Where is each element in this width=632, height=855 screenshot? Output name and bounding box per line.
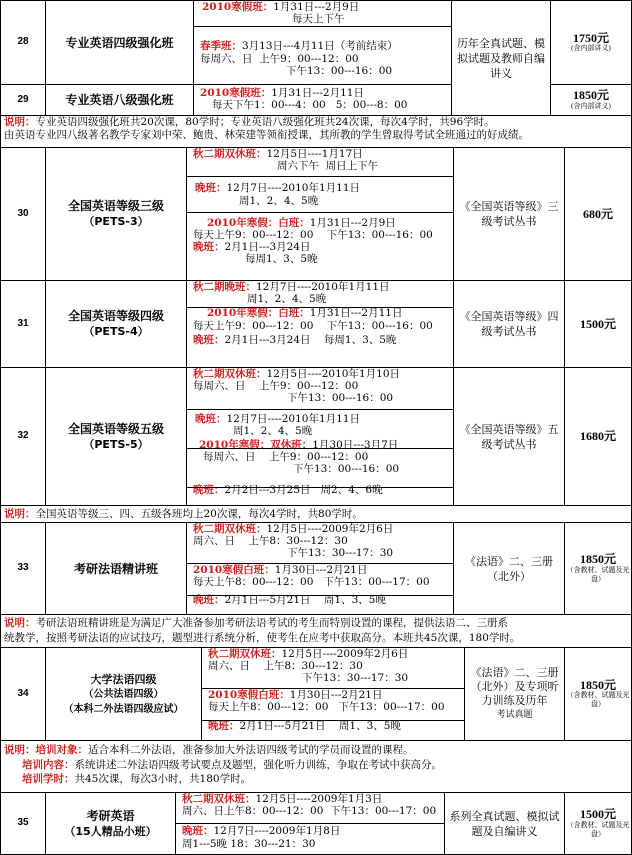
course-name-text: 专业英语八级强化班	[65, 93, 174, 107]
row-number: 33	[0, 522, 46, 615]
course-name-text: 考研英语	[86, 808, 135, 823]
class-tag: 2010年寒假：白班：	[207, 216, 310, 229]
schedule-line: 下午13：00---16：00	[293, 463, 400, 476]
schedule-line: 每天上下午	[292, 13, 345, 26]
course-name	[45, 84, 194, 116]
row-number: 28	[0, 0, 46, 85]
schedule-line: 每天上午9：00---12：00 下午13：00---16：00	[193, 319, 433, 332]
price-text: 1500元	[579, 807, 616, 822]
schedule-line: 12月5日----1月17日	[266, 148, 363, 160]
row-number: 29	[0, 84, 46, 116]
note-row	[0, 614, 632, 648]
price-text: 1680元	[579, 429, 616, 444]
note-text: 全国英语等级三、四、五级各班均上20次课，每次4学时，共80学时。	[35, 508, 363, 520]
note-text: 统教学，按照考研法语的应试技巧，题型进行系统分析，使考生在应考中获取高分。本班共45次课，180学时。	[4, 632, 521, 644]
schedule-line: 1月31日---2月9日	[273, 1, 360, 13]
price-cell	[564, 280, 632, 368]
row-number: 30	[0, 147, 46, 281]
schedule-line: 1月30日---2月21日	[289, 688, 383, 701]
schedule-line: 周1、2、4、5晚	[247, 293, 327, 306]
materials-text: （北外）及专项听力训练及历年	[470, 680, 559, 707]
note-text: 系统讲述二外法语四级考试要点及题型，强化听力训练，争取在考试中获高分。	[74, 758, 442, 771]
class-tag: 晚班：	[195, 412, 227, 425]
course-name	[45, 792, 176, 855]
course-subtitle: （本科二外法语四级应试）	[63, 703, 184, 715]
schedule-line: 1月31日---2月11日	[271, 87, 364, 99]
note-tag: 说明：	[4, 116, 36, 128]
schedule-cell	[193, 84, 452, 116]
materials-cell	[453, 280, 565, 368]
class-tag: 秋二期双休班：	[208, 648, 282, 660]
course-name-text: 全国英语等级四级	[67, 309, 164, 323]
row-number: 34	[0, 647, 46, 741]
schedule-cell	[186, 522, 454, 615]
note-text: 共45次课，每次3小时，共180学时。	[74, 773, 252, 785]
row-number: 31	[0, 280, 46, 368]
class-tag: 晚班：	[182, 825, 214, 838]
class-tag: 2010年寒假：双休班：	[199, 439, 313, 452]
price-cell	[550, 0, 632, 85]
schedule-line: 每天上午8：00---12：00 下午13：00---17：00	[193, 575, 430, 588]
schedule-line: 每天上午9：00---12：00 下午13：00---16：00	[193, 229, 433, 242]
schedule-line: 每周六、日 上午9：00---12：00	[203, 451, 369, 464]
class-tag: 晚班：	[193, 594, 225, 607]
schedule-line: 周1、2、4、5晚	[233, 424, 313, 437]
schedule-line: 下午13：00---16：00	[287, 392, 394, 405]
schedule-cell	[186, 367, 454, 506]
course-subtitle: （15人精品小班）	[64, 824, 157, 838]
price-cell	[564, 367, 632, 506]
schedule-line: 下午13：30---17：30	[287, 547, 394, 560]
schedule-line: 周六下午 周日上下午	[277, 160, 379, 173]
class-tag: 秋二期双休班：	[193, 523, 267, 535]
class-tag: 秋二期双休班：	[193, 368, 267, 380]
materials-cell	[451, 0, 551, 116]
price-text: 1850元	[579, 677, 616, 692]
schedule-line: 12月5日----2009年1月3日	[255, 793, 383, 805]
materials-cell	[453, 522, 565, 615]
note-tag: 培训内容：	[22, 758, 75, 771]
schedule-cell	[175, 792, 445, 855]
price-note: （含教材、试题及光盘）	[566, 565, 630, 583]
price-cell	[564, 792, 632, 855]
materials-text: 系列全真试题、模拟试题及自编讲义	[449, 809, 560, 838]
note-row	[0, 505, 632, 523]
note-text: 考研法语班精讲班是为满足广大准备参加考研法语考试的考生而特别设置的课程，提供法语二、三册系	[35, 617, 508, 629]
class-tag: 2010年寒假：白班：	[207, 307, 310, 320]
schedule-line: 12月7日----2010年1月11日	[226, 182, 360, 195]
price-note: （含教材、试题及光盘）	[566, 691, 630, 709]
class-tag: 2010寒假白班：	[208, 688, 290, 701]
class-tag: 秋二期晚班：	[193, 281, 256, 293]
schedule-line: 1月31日---2月9日	[309, 216, 396, 229]
class-tag: 秋二期双休班：	[193, 148, 267, 160]
class-tag: 春季班：	[200, 40, 242, 53]
class-tag: 2010寒假白班：	[193, 563, 275, 576]
class-tag: 晚班：	[195, 182, 227, 195]
materials-text: 历年全真试题、模拟试题及教师自编讲义	[457, 36, 545, 80]
course-name	[45, 0, 194, 85]
schedule-line: 3月13日---4月11日（考前结束）	[242, 40, 398, 53]
price-text: 680元	[582, 206, 613, 221]
course-name-text: 大学法语四级	[90, 672, 157, 686]
note-tag: 培训学时：	[22, 773, 75, 785]
schedule-line: 12月7日----2010年1月11日	[256, 281, 390, 293]
price-note: (含内部讲义)	[571, 44, 611, 53]
schedule-cell	[201, 647, 465, 741]
materials-text: 《法语》二、三册	[470, 666, 559, 679]
row-number: 32	[0, 367, 46, 506]
class-tag: 晚班：	[193, 241, 225, 254]
price-text: 1750元	[572, 30, 609, 45]
schedule-line: 周1---5晚 18：30---21：30	[182, 837, 316, 850]
schedule-line: 1月31日---2月11日	[309, 307, 403, 320]
schedule-cell	[186, 280, 454, 368]
price-cell	[550, 84, 632, 116]
schedule-line: 12月5日----2009年2月6日	[281, 648, 409, 660]
schedule-line: 2月1日---5月21日 周1、3、5晚	[239, 720, 401, 733]
note-tag: 说明：	[4, 744, 36, 756]
note-text: 适合本科二外法语，准备参加大外法语四级考试的学员而设置的课程。	[88, 744, 414, 756]
schedule-line: 每周六、日 上午9：00---12：00	[200, 52, 359, 65]
materials-text: 考试真题	[496, 710, 533, 720]
course-level: （PETS-5）	[83, 437, 149, 451]
note-row	[0, 740, 632, 793]
materials-cell	[464, 647, 565, 741]
class-tag: 晚班：	[193, 333, 225, 346]
course-name	[45, 280, 187, 368]
course-name	[45, 647, 202, 741]
schedule-line: 2月2日---3月25日 周2、4、6晚	[224, 483, 383, 496]
schedule-line: 周六、日上午8：00---12：00 下午13：00---17：00	[182, 805, 437, 818]
row-number: 35	[0, 792, 46, 855]
price-cell	[564, 522, 632, 615]
schedule-line: 2月1日---5月21日 周1、3、5晚	[224, 594, 386, 607]
note-text: 由英语专业四八级著名教学专家刘中荣、鲍贵、林荣建等领衔授课，其所教的学生曾取得考试全班通过的好成绩。	[4, 129, 529, 141]
schedule-line: 12月7日----2010年1月11日	[226, 412, 360, 425]
course-name-text: 专业英语四级强化班	[65, 35, 174, 50]
schedule-line: 下午13：00---16：00	[286, 64, 393, 77]
schedule-line: 2月1日---3月24日 每周1、3、5晚	[224, 333, 397, 346]
materials-cell	[453, 147, 565, 281]
class-tag: 2010寒假班：	[202, 1, 274, 13]
note-tag: 培训对象：	[35, 744, 88, 756]
materials-cell	[453, 367, 565, 506]
note-tag: 说明：	[4, 508, 36, 520]
course-name-text: 全国英语等级三级	[67, 199, 164, 213]
schedule-line: 周六、日 上午8：30---12：30	[193, 535, 348, 548]
schedule-line: 每周六、日 上午9：00---12：00	[193, 380, 359, 393]
price-note: （含教材、试题及光盘）	[566, 820, 630, 838]
schedule-cell	[193, 0, 452, 85]
schedule-cell	[186, 147, 454, 281]
schedule-line: 周1、2、4、5晚	[239, 194, 319, 207]
price-text: 1850元	[572, 88, 609, 103]
materials-text: 《法语》二、三册（北外）	[465, 554, 553, 583]
class-tag: 秋二期双休班：	[182, 793, 256, 805]
price-text: 1850元	[579, 552, 616, 567]
course-level: （PETS-4）	[83, 325, 149, 338]
schedule-line: 12月7日----2009年1月8日	[213, 825, 341, 838]
materials-cell	[444, 792, 565, 855]
note-text: 专业英语四级强化班共20次课，80学时；专业英语八级强化班共24次课，每次4学时，共96学时。	[35, 116, 495, 128]
schedule-line: 12月5日----2010年1月10日	[266, 368, 400, 380]
materials-text: 《全国英语等级》三级考试丛书	[459, 200, 559, 228]
course-level: （PETS-3）	[83, 215, 149, 228]
course-name	[45, 522, 187, 615]
price-text: 1500元	[579, 316, 616, 331]
note-tag: 说明：	[4, 617, 36, 629]
price-cell	[564, 647, 632, 741]
course-name	[45, 367, 187, 506]
class-tag: 晚班：	[208, 720, 240, 733]
materials-text: 《全国英语等级》四级考试丛书	[459, 310, 559, 338]
schedule-line: 1月30日---3月7日	[312, 439, 399, 452]
class-tag: 2010寒假班：	[200, 87, 272, 99]
schedule-line: 每天上午8：00---12：00 下午13：00---17：00	[208, 700, 445, 713]
schedule-line: 每天下午1：00---4：00 5：00---8：00	[212, 99, 408, 112]
schedule-line: 1月30日---2月21日	[274, 563, 368, 576]
course-name	[45, 147, 187, 281]
note-row	[0, 115, 632, 148]
schedule-line: 下午13：30---17：30	[302, 672, 409, 685]
materials-text: 《全国英语等级》五级考试丛书	[459, 422, 559, 451]
schedule-line: 12月5日----2009年2月6日	[266, 523, 394, 535]
course-name-text: 全国英语等级五级	[67, 421, 164, 436]
schedule-line: 周六、日 上午8：30---12：30	[208, 660, 363, 673]
schedule-line: 每周1、3、5晚	[245, 253, 318, 266]
class-tag: 晚班：	[193, 483, 225, 496]
course-name-text: 考研法语精讲班	[73, 561, 158, 576]
schedule-line: 2月1日---3月24日	[224, 241, 311, 254]
price-note: (含内部讲义)	[571, 101, 611, 110]
course-subtitle: （公共法语四级）	[83, 688, 164, 700]
price-cell	[564, 147, 632, 281]
